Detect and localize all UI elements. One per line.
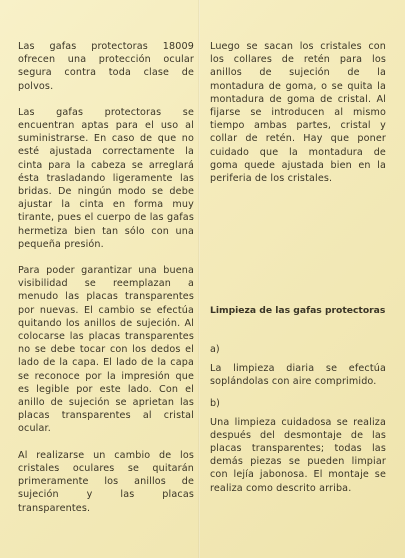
step-a-label: a) bbox=[210, 344, 220, 356]
left-column bbox=[18, 40, 194, 515]
page-fold bbox=[198, 0, 200, 558]
visibility-paragraph: Para poder garantizar una buena visibilidad se reemplazan a menudo las placas transparentes por nuevas. El cambio se efectúa quitando los anillos de sujeción. Al colocarse las placas transparentes no se debe tocar con los dedos el lado de la capa. El lado de la capa se reconoce por la impresión que es legible por este lado. Con el anillo de sujeción se aprietan las placas transparentes al cristal ocular. bbox=[18, 265, 194, 435]
fitting-paragraph: Las gafas protectoras se encuentran aptas para el uso al suministrarse. En caso de que no esté ajustada correctamente la cinta para la cabeza se arreglará ésta trasladando ligeramente las bridas. De ningún modo se debe ajustar la cinta en forma muy tirante, pues el cuerpo de las gafas hermetiza bien tan sólo con una pequeña presión. bbox=[18, 106, 194, 250]
step-b-label: b) bbox=[210, 397, 220, 409]
intro-paragraph: Las gafas protectoras 18009 ofrecen una protección ocular segura contra toda clase de polvos. bbox=[18, 41, 194, 92]
step-a-paragraph: La limpieza diaria se efectúa soplándolas con aire comprimido. bbox=[210, 363, 386, 388]
lens-removal-paragraph: Luego se sacan los cristales con los collares de retén para los anillos de sujeción de la montadura de goma, o se quita la montadura de goma de cristal. Al fijarse se introducen al mismo tiempo ambas partes, cristal y collar de retén. Hay que poner cuidado que la montadura de goma quede ajustada bien en la periferia de los cristales. bbox=[210, 41, 386, 185]
lens-change-paragraph: Al realizarse un cambio de los cristales oculares se quitarán primeramente los anillos de sujeción y las placas transparentes. bbox=[18, 449, 194, 514]
cleaning-heading: Limpieza de las gafas protectoras bbox=[210, 305, 386, 317]
step-b-paragraph: Una limpieza cuidadosa se realiza después del desmontaje de las placas transparentes; todas las demás piezas se pueden limpiar con lejía jabonosa. El montaje se realiza como descrito arriba. bbox=[210, 416, 386, 494]
right-column bbox=[210, 40, 386, 495]
